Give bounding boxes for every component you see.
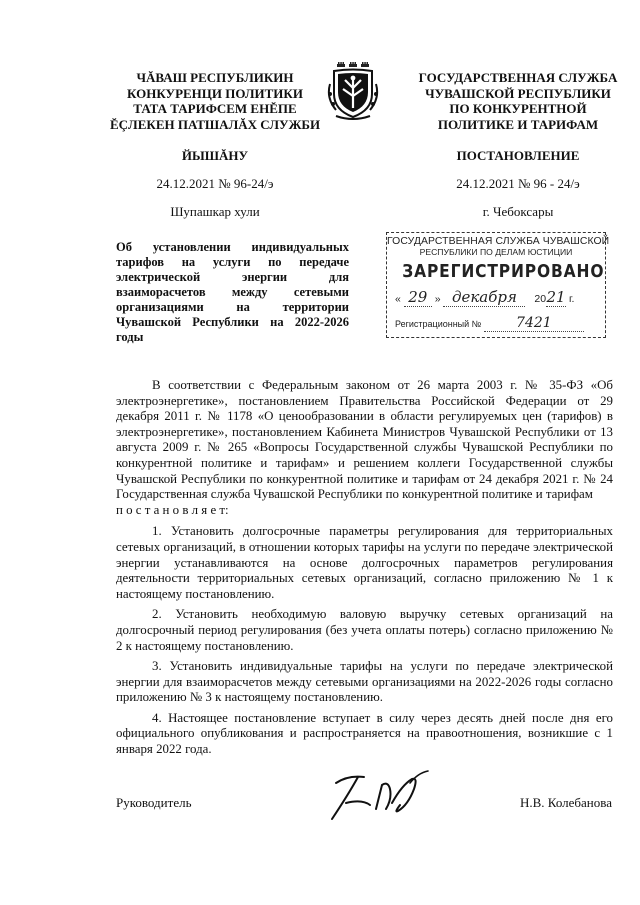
document-title <box>116 240 349 345</box>
stamp-date-open: « <box>395 293 401 305</box>
item-paragraph: 4. Настоящее постановление вступает в силу через десять дней после дня его официального опубликования и распространяется на правоотношения, возникшие с 1 января 2022 года. <box>116 710 613 757</box>
item-paragraph: 2. Установить необходимую валовую выручку сетевых организаций на долгосрочный период регулирования (без учета оплаты потерь) согласно приложению № 2 к настоящему постановлению. <box>116 607 613 653</box>
header-right-date-number: 24.12.2021 № 96 - 24/э <box>456 176 580 191</box>
header-left-line: ТАТА ТАРИФСЕМ ЕНĔПЕ <box>133 101 297 116</box>
title-line: электрической энергии для <box>116 270 349 284</box>
stamp-reg-row <box>387 315 605 332</box>
header-right-line: ЧУВАШСКОЙ РЕСПУБЛИКИ <box>425 85 611 101</box>
header-left-doc-type: ЙЫШĂНУ <box>181 148 249 163</box>
title-line: Чувашской Республики на 2022-2026 <box>116 315 349 329</box>
header-right-city: г. Чебоксары <box>482 204 554 219</box>
signature-role: Руководитель <box>116 795 192 810</box>
signature-name: Н.В. Колебанова <box>520 795 612 810</box>
registration-stamp <box>386 232 610 338</box>
stamp-reg-label: Регистрационный № <box>395 319 482 329</box>
stamp-line-1: ГОСУДАРСТВЕННАЯ СЛУЖБА ЧУВАШСКОЙ <box>387 236 610 247</box>
header-right-line: ПОЛИТИКЕ И ТАРИФАМ <box>437 116 599 132</box>
title-line: тарифов на услуги по передаче <box>116 255 349 269</box>
chuvash-coat-of-arms-icon <box>326 62 380 122</box>
preamble-paragraph: В соответствии с Федеральным законом от 26 марта 2003 г. № 35-ФЗ «Об электроэнергетике», постановлением Правительства Российской Федерации от 29 декабря 2011 г. № 1178 «О ценообразовании в области регулируемых цен (тарифов) в электроэнергетике», постановлением Кабинета Министров Чувашской Республики от 13 августа 2009 г. № 265 «Вопросы Государственной службы Чувашской Республики по конкурентной политике и тарифам» и решением коллеги Государственной службы Чувашской Республики по конкурентной политике и тарифам от 24 декабря 2021 г. № 24 Государственная служба Чувашской Республики по конкурентной политике и тарифам <box>116 378 613 502</box>
title-line: взаиморасчетов между сетевыми <box>116 285 349 299</box>
stamp-date-close: » <box>434 293 441 305</box>
header-right-doc-type: ПОСТАНОВЛЕНИЕ <box>456 148 580 163</box>
header-right-line: ГОСУДАРСТВЕННАЯ СЛУЖБА <box>418 70 618 85</box>
stamp-reg-number: 7421 <box>484 315 584 332</box>
header-left-line: ĔÇЛЕКЕН ПАТШАЛĂХ СЛУЖБИ <box>110 116 321 132</box>
stamp-date-month: декабря <box>443 288 525 307</box>
title-line: Об установлении индивидуальных <box>116 240 349 254</box>
resolves-line: п о с т а н о в л я е т: <box>116 502 229 517</box>
stamp-date-year-suffix: г. <box>568 293 575 305</box>
item-paragraph: 3. Установить индивидуальные тарифы на услуги по передаче электрической энергии для взаиморасчетов между сетевыми организациями на 2022-2026 годы согласно приложению № 3 к настоящему постановлению. <box>116 659 613 705</box>
stamp-status: ЗАРЕГИСТРИРОВАНО <box>402 261 605 282</box>
stamp-date-year-prefix: 20 <box>534 293 547 305</box>
header-left-city: Шупашкар хули <box>170 204 260 219</box>
header-left-line: ЧĂВАШ РЕСПУБЛИКИН <box>136 70 294 85</box>
title-line: организациями на территории <box>116 300 349 314</box>
stamp-date-year: 21 <box>546 288 566 306</box>
stamp-date-row <box>387 288 605 307</box>
header-right-line: ПО КОНКУРЕНТНОЙ <box>449 101 587 116</box>
header-left-date-number: 24.12.2021 № 96-24/э <box>156 176 274 191</box>
handwritten-signature <box>318 765 438 825</box>
title-line: годы <box>116 330 144 344</box>
header-left-org <box>110 70 320 132</box>
header-right-org <box>408 70 628 132</box>
stamp-line-2: РЕСПУБЛИКИ ПО ДЕЛАМ ЮСТИЦИИ <box>419 247 573 257</box>
item-paragraph: 1. Установить долгосрочные параметры регулирования для территориальных сетевых организаций, в отношении которых тарифы на услуги по передаче электрической энергии устанавливаются на основе долгосрочных параметров регулирования деятельности территориальных сетевых организаций, согласно приложению № 1 к настоящему постановлению. <box>116 524 613 601</box>
header-left-line: КОНКУРЕНЦИ ПОЛИТИКИ <box>127 85 303 101</box>
stamp-date-day: 29 <box>404 288 432 307</box>
document-body <box>116 378 613 758</box>
